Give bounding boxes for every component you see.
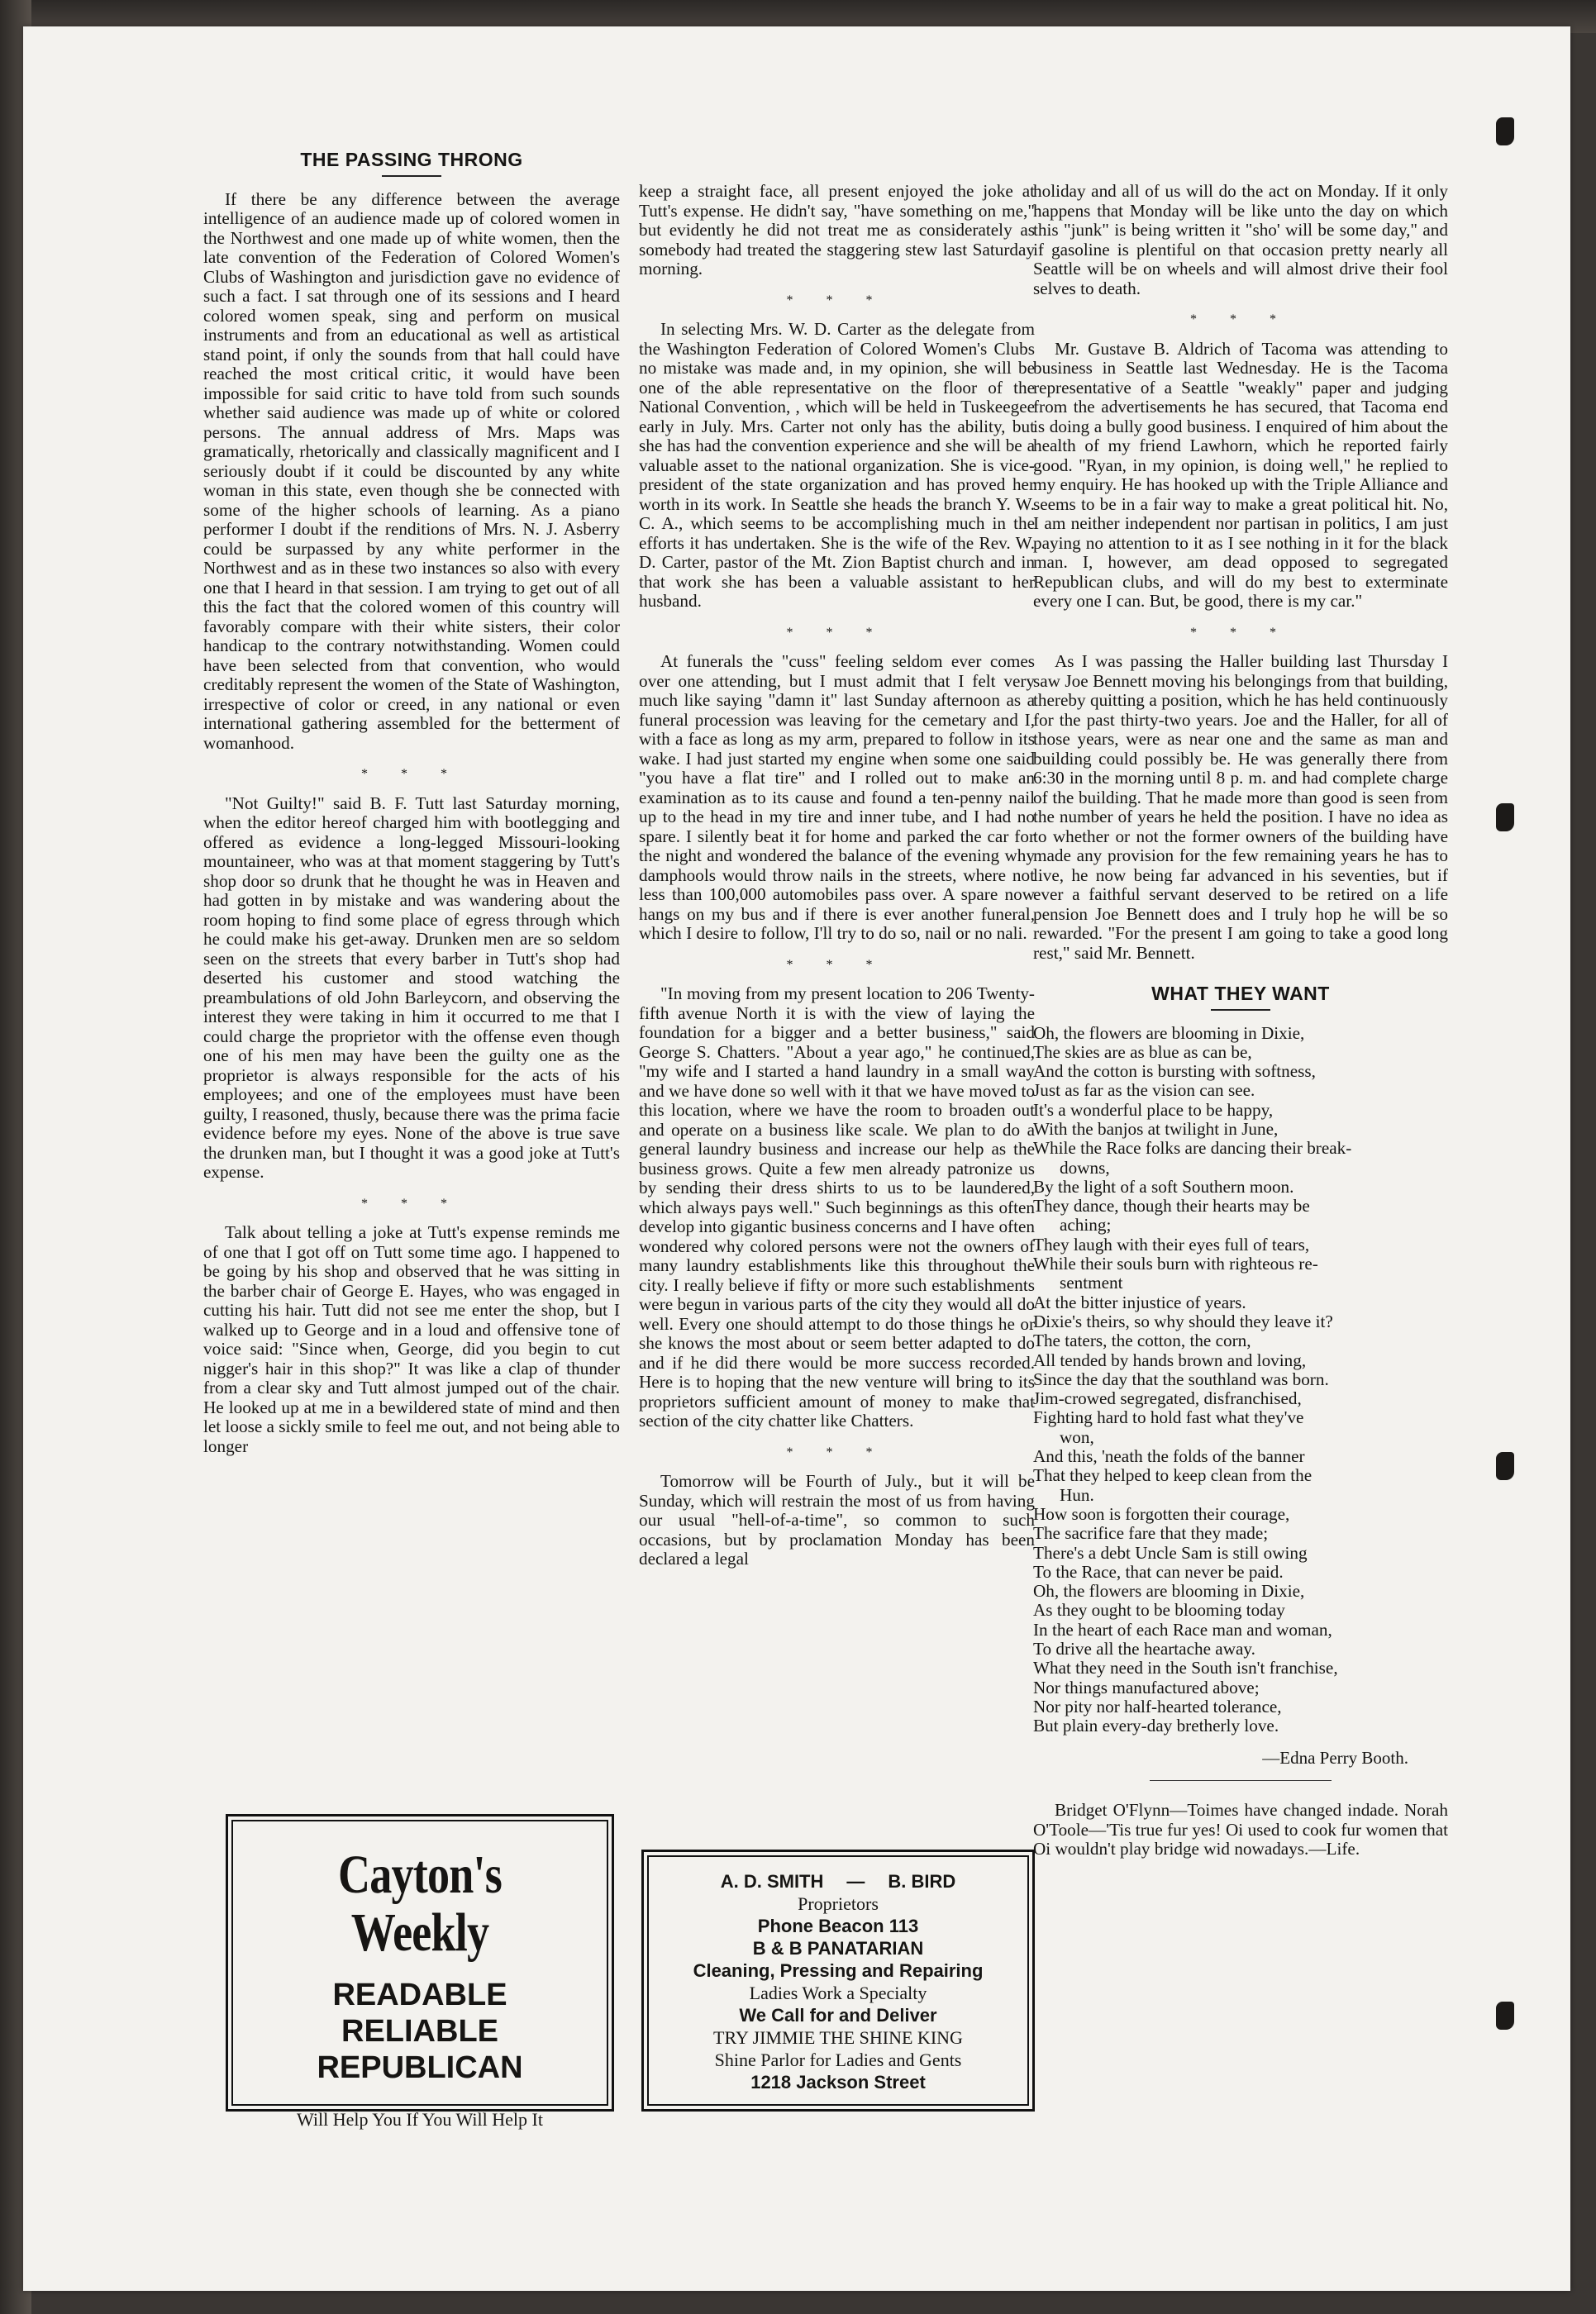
poem-line: downs, (1060, 1157, 1110, 1178)
ad-specialty: Ladies Work a Specialty (749, 1983, 927, 2003)
poem-line: Just as far as the vision can see. (1033, 1080, 1255, 1101)
paragraph-chatters: "In moving from my present location to 206 Twenty-fifth avenue North it is with the view of laying the foundation for a bigger and a better business," said George S. Chatters. "About a year ago," he continued, "my wife and I started a hand laundry in a small way and we have done so well with it that we have moved to this location, where we have the room to broaden out and operate on a business like scale. We plan to do a general laundry business and increase our help as the business grows. Quite a few men already patronize us by sending their dress shirts to us to be laundered, which always pays well." Such beginnings as this often develop into gigantic business concerns and I have often wondered why colored persons were not the owners of many laundry establishments like this throughout the city. I really believe if fifty or more such establishments were begun in various parts of the city they would all do well. Every one should attempt to do those things he or she knows the most about or seem better adapted to do and if he did there would be more success recorded. Here is to hoping that the new venture will bring to its proprietors sufficient amount of money to make that section of the city chatter like Chatters. (639, 983, 1035, 1431)
passing-throng-heading: THE PASSING THRONG (300, 149, 523, 170)
poem-line: To drive all the heartache away. (1033, 1639, 1255, 1659)
ad-dash: — (846, 1871, 865, 1892)
poem-line: The taters, the cotton, the corn, (1033, 1331, 1251, 1351)
heading-rule (1211, 1009, 1270, 1011)
ad-address: 1218 Jackson Street (750, 2072, 926, 2093)
ad-line: READABLE (332, 1978, 507, 2012)
poem-line: The sacrifice fare that they made; (1033, 1523, 1269, 1544)
separator: * * * (1190, 625, 1291, 640)
poem-line: How soon is forgotten their courage, (1033, 1503, 1290, 1524)
ad-shine: TRY JIMMIE THE SHINE KING (713, 2027, 963, 2048)
column-3 (1033, 182, 1448, 1876)
caytons-weekly-ad (226, 1814, 614, 2130)
binding-hole (1496, 117, 1514, 145)
poem-author: —Edna Perry Booth. (1262, 1748, 1408, 1769)
poem-heading: WHAT THEY WANT (1151, 983, 1330, 1004)
poem-line: aching; (1060, 1215, 1112, 1236)
binding-hole (1496, 2002, 1514, 2030)
poem-line: They dance, though their hearts may be (1033, 1196, 1310, 1217)
paragraph-funeral: At funerals the "cuss" feeling seldom ever comes over one attending, but I must admit that I felt very much like saying "damn it" last Sunday afternoon as a funeral procession was leaving for the cemetary and I, with a face as long as my arm, prepared to follow in its wake. I had just started my engine when some one said "you have a flat tire" and I rolled out to make an examination as to its cause and found a ten-penny nail up to the head in my tire and inner tube, and I had no spare. I silently beat it for home and parked the car for the night and wondered the balance of the evening why damphools would throw nails in the streets, where not less than 100,000 automobiles pass over. A spare now hangs on my bus and if there is ever another funeral, which I desire to follow, I'll try to do so, nail or no nali. (639, 651, 1035, 943)
ad-inner-border (647, 1855, 1029, 2106)
poem-line: Nor things manufactured above; (1033, 1677, 1260, 1697)
ad-phone: Phone Beacon 113 (757, 1916, 919, 1936)
poem-line: At the bitter injustice of years. (1033, 1292, 1246, 1312)
ad-tagline: Will Help You If You Will Help It (297, 2109, 543, 2130)
separator: * * * (786, 293, 888, 307)
poem-line: It's a wonderful place to be happy, (1033, 1099, 1274, 1120)
poem-line: And this, 'neath the folds of the banner (1033, 1446, 1305, 1467)
poem-line: Since the day that the southland was born. (1033, 1369, 1329, 1389)
separator: * * * (786, 1445, 888, 1459)
ad-title: Cayton's Weekly (338, 1845, 502, 1963)
separator: * * * (786, 625, 888, 640)
poem-line: Dixie's theirs, so why should they leave it? (1033, 1311, 1333, 1331)
ad-name: A. D. SMITH (720, 1871, 824, 1892)
poem-line: But plain every-day bretherly love. (1033, 1716, 1279, 1736)
paragraph-tutt-joke: Talk about telling a joke at Tutt's expense reminds me of one that I got off on Tutt some time ago. I happened to be going by his shop and observed that he was sitting in the barber chair of George E. Hayes, who was engaged in cutting his hair. Tutt did not see me enter the shop, but I walked up to George and in a loud and offensive tone of voice said: "Since when, George, did you begin to cut nigger's hair in this shop?" It was like a clap of thunder from a clear sky and Tutt almost jumped out of the chair. He looked up at me in a bewildered state of mind and then let loose a sickly smile to feel me out, and not being able to longer (203, 1222, 620, 1456)
ad-line: RELIABLE (341, 2014, 498, 2049)
ad-call: We Call for and Deliver (739, 2005, 937, 2026)
poem-line: While the Race folks are dancing their break- (1033, 1138, 1352, 1159)
ad-services: Cleaning, Pressing and Repairing (693, 1960, 984, 1981)
poem-line: Nor pity nor half-hearted tolerance, (1033, 1696, 1282, 1716)
smith-bird-ad (641, 1850, 1035, 2112)
poem-line: What they need in the South isn't franchise, (1033, 1658, 1338, 1678)
paragraph-aldrich: Mr. Gustave B. Aldrich of Tacoma was attending to business in Seattle last Wednesday. He is the Tacoma representative of a Seattle "weakly" paper and judging from the advertisements he has secured, that Tacoma end is doing a bully good business. I enquired of him about the health of my friend Lawhorn, which he reported fairly good. "Ryan, in my opinion, is doing well," he replied to my enquiry. He has hooked up with the Triple Alliance and seems to be in a fair way to make a great political hit. No, I am neither independent nor partisan in politics, I am just paying no attention to it as I see nothing in it for the black man. I, however, am dead opposed to segregated Republican clubs, and will do my best to exterminate every one I can. But, be good, there is my car." (1033, 338, 1448, 611)
paragraph-bennett: As I was passing the Haller building last Thursday I saw Joe Bennett moving his belongings from that building, thereby quitting a position, which he has held continuously for the past thirty-two years. Joe and the Haller, for all of those years, were as near one and the same as man and building could possibly be. He was generally there from 6:30 in the morning until 8 p. m. and had complete charge of the building. That he made more than good is seen from the number of years he held the position. I have no idea as to whether or not the former owners of the building have made any provision for the few remaining years he has to live, he now being far advanced in his seventies, but if ever a faithful servant deserved to be retired on a life pension Joe Bennett does and I truly hop he will be so rewarded. "For the present I am going to take a good long rest," said Mr. Bennett. (1033, 651, 1448, 963)
ad-names (649, 1870, 1027, 1893)
poem-line: There's a debt Uncle Sam is still owing (1033, 1542, 1308, 1563)
poem-line: And the cotton is bursting with softness, (1033, 1061, 1316, 1082)
binding-hole (1496, 803, 1514, 831)
separator: * * * (361, 1196, 462, 1211)
poem-line: Oh, the flowers are blooming in Dixie, (1033, 1022, 1305, 1043)
poem-line: Hun. (1060, 1484, 1094, 1505)
ad-parlor: Shine Parlor for Ladies and Gents (714, 2050, 962, 2070)
poem-line: won, (1060, 1426, 1094, 1447)
ad-inner-border (231, 1820, 608, 2130)
column-1 (203, 150, 620, 1473)
poem-what-they-want (1033, 1024, 1448, 1736)
ad-business: B & B PANATARIAN (752, 1938, 924, 1959)
divider-rule (1150, 1780, 1332, 1782)
poem-line: As they ought to be blooming today (1033, 1600, 1285, 1621)
poem-line: Oh, the flowers are blooming in Dixie, (1033, 1581, 1305, 1602)
paragraph-not-guilty: "Not Guilty!" said B. F. Tutt last Saturday morning, when the editor hereof charged him with bootlegging and offered as evidence a long-legged Missouri-looking mountaineer, who was at that moment staggering by Tutt's shop door so drunk that he thought he was in Heaven and had gotten in by mistake and was wandering about the room hoping to find some place of egress through which he could make his get-away. Drunken men are so seldom seen on the streets that every barber in Tutt's shop had deserted his customer and stood watching the preambulations of old John Barleycorn, and observing the interest they were taking in him it occurred to me that I could charge the proprietor with the offense even though one of his men may have been the guilty one as the proprietor is always responsible for the acts of his employees; and one of the employees must have been guilty, I reasoned, thusly, because there was the prima facie evidence before my eyes. None of the above is true save the drunken man, but I thought it was a good joke at Tutt's expense. (203, 793, 620, 1182)
paragraph-holiday: holiday and all of us will do the act on Monday. If it only happens that Monday will be like unto the day on which this "junk" is being written it "sho' will be some day," and if gasoline is plentiful on that occasion pretty nearly all Seattle will be on wheels and will almost drive their fool selves to death. (1033, 181, 1448, 298)
paragraph-continued: keep a straight face, all present enjoyed the joke at Tutt's expense. He didn't say, "have something on me," but evidently he did not treat me as considerately as somebody had treated the staggering stew last Saturday morning. (639, 181, 1035, 279)
poem-line: They laugh with their eyes full of tears, (1033, 1234, 1310, 1255)
joke-paragraph: Bridget O'Flynn—Toimes have changed indade. Norah O'Toole—'Tis true fur yes! Oi used to cook fur women that Oi wouldn't play bridge wid nowadays.—Life. (1033, 1800, 1448, 1859)
separator: * * * (1190, 312, 1291, 326)
poem-line: All tended by hands brown and loving, (1033, 1350, 1307, 1370)
ad-proprietors: Proprietors (798, 1893, 879, 1914)
poem-line: Jim-crowed segregated, disfranchised, (1033, 1388, 1302, 1409)
paragraph-fourth-july: Tomorrow will be Fourth of July., but it will be Sunday, which will restrain the most of us from having our usual "hell-of-a-time", so common to such occasions, but by proclamation Monday has been declared a legal (639, 1471, 1035, 1569)
poem-line: The skies are as blue as can be, (1033, 1041, 1252, 1062)
separator: * * * (786, 957, 888, 972)
separator: * * * (361, 767, 462, 781)
paragraph-federation: If there be any difference between the average intelligence of an audience made up of colored women in the Northwest and one made up of white women, then the late convention of the Federation of Colored Women's Clubs of Washington and jurisdiction gave no evidence of such a fact. I sat through one of its sessions and I heard colored women speak, sing and perform on musical instruments and from an educational as well as artistical stand point, if only the sounds from that hall could have reached the most critical critic, it would have been impossible for said critic to have told from such sounds whether said audience was made up of white or colored persons. The annual address of Mrs. Maps was gramatically, rhetorically and classically magnificent and I seriously doubt if it could be discounted by any white woman in this state, even though she be connected with some of the higher schools of learning. As a piano performer I doubt if the renditions of Mrs. N. J. Asberry could be surpassed by any white performer in the Northwest and as in these two instances so also with every one that I heard in that session. I am trying to get out of all this the fact that the colored women of this country will favorably compare with their white sisters, their color handicap to the contrary notwithstanding. Women could have been selected from that convention, who would creditably represent the women of the State of Washington, irrespective of color or creed, in any national or even international gathering assembled for the betterment of womanhood. (203, 188, 620, 753)
paragraph-carter: In selecting Mrs. W. D. Carter as the delegate from the Washington Federation of Colored Women's Clubs no mistake was made and, in my opinion, she will be one of the able representative on the floor of the National Convention, , which will be held in Tuskeegee early in July. Mrs. Carter not only has the ability, but she has had the convention experience and she will be a valuable asset to the national organization. She is vice-president of the state organization and has proved her worth in its work. In Seattle she heads the branch Y. W. C. A., which seems to be accomplishing much in the efforts it has undertaken. She is the wife of the Rev. W. D. Carter, pastor of the Mt. Zion Baptist church and in that work she has been a valuable assistant to her husband. (639, 319, 1035, 611)
newspaper-page (23, 26, 1570, 2291)
heading-rule (382, 175, 441, 177)
poem-line: By the light of a soft Southern moon. (1033, 1176, 1294, 1197)
poem-line: Fighting hard to hold fast what they've (1033, 1407, 1304, 1428)
ad-line: REPUBLICAN (317, 2050, 523, 2085)
poem-line: With the banjos at twilight in June, (1033, 1118, 1279, 1139)
ad-name: B. BIRD (888, 1871, 956, 1892)
column-2 (639, 182, 1035, 1586)
poem-line: To the Race, that can never be paid. (1033, 1561, 1284, 1582)
poem-line: While their souls burn with righteous re- (1033, 1254, 1318, 1274)
poem-line: In the heart of each Race man and woman, (1033, 1619, 1332, 1640)
poem-line: That they helped to keep clean from the (1033, 1465, 1313, 1486)
poem-line: sentment (1060, 1273, 1123, 1293)
binding-hole (1496, 1452, 1514, 1480)
